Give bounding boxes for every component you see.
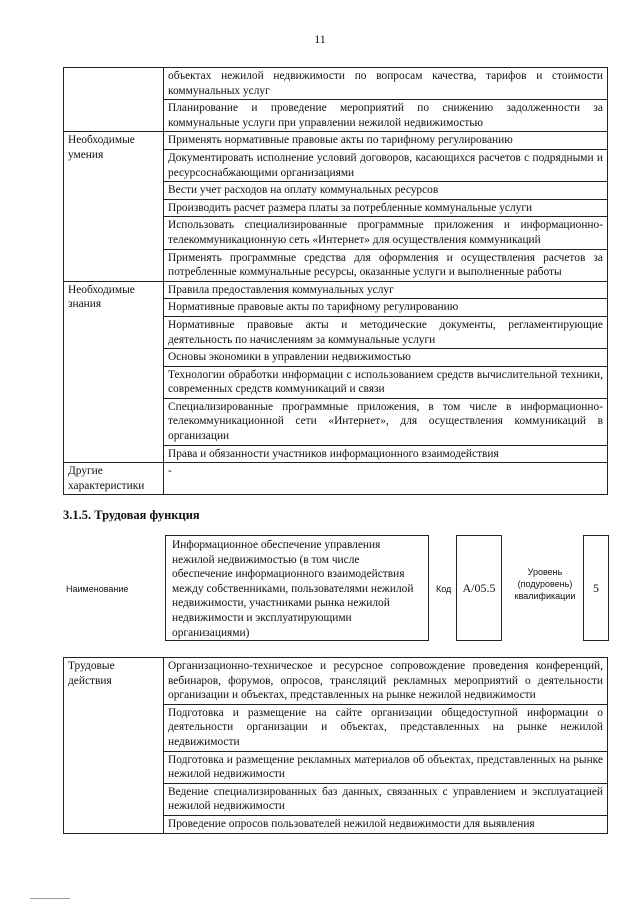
page-number: 11 — [314, 32, 326, 46]
list-item: Ведение специализированных баз данных, связанных с управлением и эксплуатацией нежилой недвижимости — [168, 785, 603, 813]
list-item: Нормативные правовые акты и методические документы, регламентирующие деятельность по начислениям за коммунальные услуги — [168, 318, 603, 346]
item-cell — [164, 249, 608, 281]
item-cell — [164, 281, 608, 299]
row-label: Необходимые умения — [68, 134, 135, 161]
list-item: Проведение опросов пользователей нежилой недвижимости для выявления — [168, 817, 535, 830]
row-label: Другие характеристики — [68, 465, 145, 492]
code-label: Код — [436, 584, 452, 594]
table-row — [64, 463, 608, 495]
table-row — [64, 68, 608, 100]
function-name-value: Информационное обеспечение управления нежилой недвижимостью (в том числе обеспечение информационного взаимодействия между собственниками, пользователями нежилой недвижимости, участниками рынка нежилой недвижимости и эксплуатирующими организациями) — [165, 535, 429, 641]
code-value: А/05.5 — [462, 580, 496, 595]
item-cell — [164, 299, 608, 317]
item-cell — [164, 149, 608, 181]
table-row — [64, 281, 608, 299]
list-item: Подготовка и размещение на сайте организации общедоступной информации о деятельности организации и объектах, представленных на рынке нежилой недвижимости — [168, 706, 603, 748]
level-value: 5 — [593, 580, 599, 595]
level-value-box — [583, 535, 609, 641]
item-cell — [164, 463, 608, 495]
list-item: Производить расчет размера платы за потребленные коммунальные услуги — [168, 201, 533, 214]
list-item: Основы экономики в управлении недвижимостью — [168, 351, 411, 364]
item-cell — [164, 68, 608, 100]
list-item: Подготовка и размещение рекламных материалов об объектах, представленных на рынке нежилой недвижимости — [168, 753, 603, 781]
row-label-cell — [64, 132, 164, 281]
list-item: объектах нежилой недвижимости по вопросам качества, тарифов и стоимости коммунальных услуг — [168, 70, 603, 97]
list-item: Применять программные средства для оформления и осуществления расчетов за потребленные коммунальные ресурсы, оказанные услуги и выполненные работы — [168, 251, 603, 279]
row-label-cell — [64, 658, 164, 834]
code-value-box — [456, 535, 502, 641]
item-cell — [164, 445, 608, 463]
list-item: Вести учет расходов на оплату коммунальных ресурсов — [168, 184, 439, 197]
list-item: Планирование и проведение мероприятий по снижению задолженности за коммунальные услуги при управлении нежилой недвижимостью — [168, 102, 603, 129]
item-cell — [164, 316, 608, 348]
requirements-table — [63, 67, 608, 495]
item-cell — [164, 704, 608, 751]
item-cell — [164, 132, 608, 150]
item-cell — [164, 398, 608, 445]
list-item: Документировать исполнение условий договоров, касающихся расчетов с подрядными и ресурсоснабжающими организациями — [168, 151, 603, 179]
row-label: Необходимые знания — [68, 283, 135, 311]
list-item: Технологии обработки информации с использованием средств вычислительной техники, современных средств коммуникаций и связи — [168, 368, 603, 396]
item-cell — [164, 658, 608, 705]
table-row — [64, 132, 608, 150]
list-item: Организационно-техническое и ресурсное сопровождение проведения конференций, вебинаров, форумов, опросов, трансляций рекламных мероприятий о деятельности организации и объектах, представленных на рынке нежилой недвижимости — [168, 660, 603, 702]
list-item: Права и обязанности участников информационного взаимодействия — [168, 447, 499, 460]
item-cell — [164, 783, 608, 815]
item-cell — [164, 182, 608, 200]
item-cell — [164, 199, 608, 217]
list-item: Нормативные правовые акты по тарифному регулированию — [168, 301, 459, 314]
footer-divider — [30, 898, 70, 899]
row-label-cell — [64, 463, 164, 495]
list-item: - — [168, 465, 172, 478]
item-cell — [164, 815, 608, 833]
name-label: Наименование — [66, 584, 129, 594]
list-item: Применять нормативные правовые акты по тарифному регулированию — [168, 134, 513, 147]
item-cell — [164, 100, 608, 132]
row-label — [64, 68, 163, 70]
list-item: Использовать специализированные программные приложения и информационно-телекоммуникационную сеть «Интернет» для осуществления коммуникаций — [168, 219, 603, 246]
item-cell — [164, 349, 608, 367]
list-item: Правила предоставления коммунальных услуг — [168, 283, 394, 296]
item-cell — [164, 366, 608, 398]
item-cell — [164, 751, 608, 783]
item-cell — [164, 217, 608, 249]
labor-actions-table — [63, 657, 608, 834]
level-label: Уровень (подуровень) квалификации — [514, 567, 576, 601]
table-row — [64, 658, 608, 705]
section-title: 3.1.5. Трудовая функция — [63, 508, 200, 522]
row-label-cell — [64, 68, 164, 132]
list-item: Специализированные программные приложения, в том числе в информационно-телекоммуникационной сети «Интернет», для осуществления коммуникаций в организации — [168, 400, 603, 443]
row-label-cell — [64, 281, 164, 463]
row-label: Трудовые действия — [68, 660, 115, 687]
